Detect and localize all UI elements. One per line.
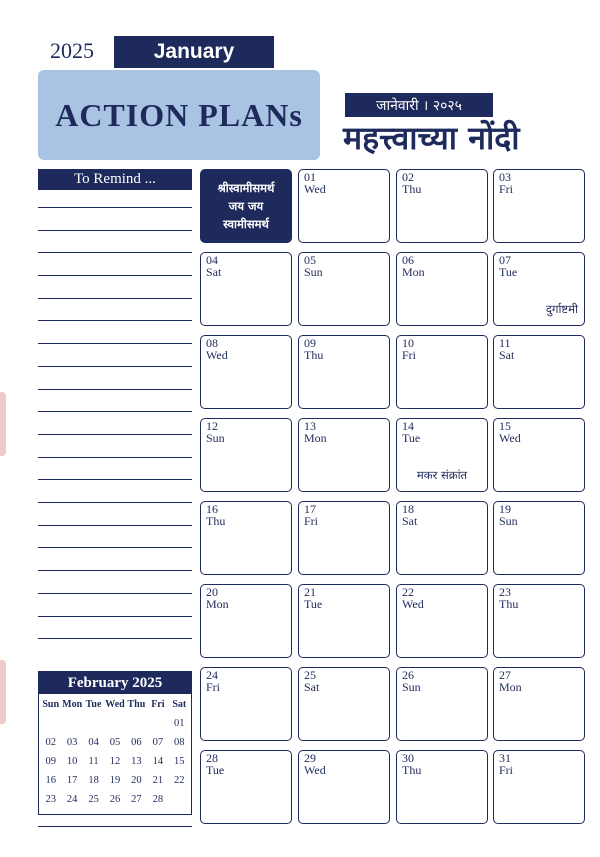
day-number: 05 bbox=[304, 253, 316, 267]
remind-rule-line bbox=[38, 366, 192, 367]
february-day: 26 bbox=[109, 794, 121, 805]
blessing-box bbox=[200, 169, 292, 243]
day-weekday: Sat bbox=[402, 514, 418, 528]
day-cell[interactable] bbox=[396, 252, 488, 326]
day-number: 09 bbox=[304, 336, 316, 350]
day-number: 21 bbox=[304, 585, 316, 599]
day-weekday: Wed bbox=[499, 431, 521, 445]
day-weekday: Sun bbox=[206, 431, 225, 445]
day-number: 14 bbox=[402, 419, 414, 433]
remind-rule-line bbox=[38, 593, 192, 594]
day-cell[interactable] bbox=[200, 418, 292, 492]
february-day: 24 bbox=[66, 794, 78, 805]
day-weekday: Sat bbox=[499, 348, 515, 362]
day-cell[interactable] bbox=[200, 584, 292, 658]
day-number: 19 bbox=[499, 502, 511, 516]
remind-rule-line bbox=[38, 525, 192, 526]
february-day: 15 bbox=[174, 756, 185, 767]
day-cell[interactable] bbox=[493, 501, 585, 575]
february-day: 10 bbox=[66, 756, 78, 767]
blessing-line: जय जय bbox=[228, 199, 264, 213]
february-day: 09 bbox=[45, 756, 56, 767]
day-number: 16 bbox=[206, 502, 218, 516]
day-cell[interactable] bbox=[493, 418, 585, 492]
remind-rule-line bbox=[38, 434, 192, 435]
february-day: 17 bbox=[66, 775, 78, 786]
day-weekday: Fri bbox=[499, 182, 514, 196]
remind-rule-line bbox=[38, 479, 192, 480]
day-weekday: Fri bbox=[402, 348, 417, 362]
day-number: 13 bbox=[304, 419, 316, 433]
day-weekday: Thu bbox=[304, 348, 324, 362]
remind-rule-line bbox=[38, 547, 192, 548]
day-number: 22 bbox=[402, 585, 414, 599]
day-number: 08 bbox=[206, 336, 218, 350]
day-event: दुर्गाष्टमी bbox=[545, 302, 578, 316]
february-day: 19 bbox=[109, 775, 121, 786]
day-cell[interactable] bbox=[493, 584, 585, 658]
day-weekday: Wed bbox=[304, 763, 326, 777]
day-weekday: Wed bbox=[402, 597, 424, 611]
remind-rule-line bbox=[38, 389, 192, 390]
february-day: 25 bbox=[88, 794, 99, 805]
day-cell[interactable] bbox=[493, 335, 585, 409]
day-cell[interactable] bbox=[298, 169, 390, 243]
february-day bbox=[83, 716, 104, 732]
day-weekday: Thu bbox=[402, 763, 422, 777]
day-weekday: Fri bbox=[304, 514, 319, 528]
february-weekday: Tue bbox=[85, 699, 102, 710]
day-number: 26 bbox=[402, 668, 414, 682]
february-weekday: Thu bbox=[127, 699, 146, 710]
day-cell[interactable] bbox=[200, 501, 292, 575]
day-cell[interactable] bbox=[298, 750, 390, 824]
day-number: 15 bbox=[499, 419, 511, 433]
remind-rule-line bbox=[38, 616, 192, 617]
day-cell[interactable] bbox=[298, 335, 390, 409]
february-day: 21 bbox=[152, 775, 164, 786]
february-day bbox=[104, 716, 125, 732]
day-cell[interactable] bbox=[200, 335, 292, 409]
february-title: February 2025 bbox=[39, 672, 191, 694]
marathi-title: महत्त्वाच्या नोंदी bbox=[343, 119, 520, 157]
day-weekday: Tue bbox=[206, 763, 225, 777]
day-weekday: Sun bbox=[499, 514, 518, 528]
day-number: 07 bbox=[499, 253, 511, 267]
february-day: 28 bbox=[152, 794, 164, 805]
remind-rule-line bbox=[38, 252, 192, 253]
remind-rule-line bbox=[38, 826, 192, 827]
february-day: 11 bbox=[88, 756, 99, 767]
day-cell[interactable] bbox=[396, 169, 488, 243]
year-label: 2025 bbox=[50, 38, 94, 63]
february-day: 16 bbox=[45, 775, 56, 786]
day-number: 03 bbox=[499, 170, 511, 184]
day-number: 18 bbox=[402, 502, 414, 516]
day-cell[interactable] bbox=[200, 252, 292, 326]
day-weekday: Wed bbox=[304, 182, 326, 196]
february-day: 08 bbox=[174, 737, 185, 748]
february-day: 05 bbox=[109, 737, 121, 748]
february-day: 07 bbox=[152, 737, 164, 748]
day-weekday: Mon bbox=[402, 265, 425, 279]
day-event: मकर संक्रांत bbox=[416, 468, 468, 482]
day-weekday: Tue bbox=[304, 597, 323, 611]
day-number: 31 bbox=[499, 751, 511, 765]
remind-rule-line bbox=[38, 502, 192, 503]
day-weekday: Sun bbox=[402, 680, 421, 694]
day-number: 02 bbox=[402, 170, 414, 184]
day-cell[interactable] bbox=[298, 501, 390, 575]
day-weekday: Wed bbox=[206, 348, 228, 362]
day-weekday: Tue bbox=[499, 265, 518, 279]
day-cell[interactable] bbox=[298, 418, 390, 492]
february-day: 12 bbox=[109, 756, 121, 767]
remind-rule-line bbox=[38, 343, 192, 344]
day-number: 29 bbox=[304, 751, 316, 765]
february-day: 18 bbox=[88, 775, 99, 786]
february-day: 20 bbox=[131, 775, 142, 786]
day-cell[interactable] bbox=[493, 252, 585, 326]
day-number: 30 bbox=[402, 751, 414, 765]
february-weekday: Mon bbox=[62, 699, 83, 710]
day-cell[interactable] bbox=[200, 667, 292, 741]
day-number: 24 bbox=[206, 668, 218, 682]
day-number: 25 bbox=[304, 668, 316, 682]
day-cell[interactable] bbox=[396, 584, 488, 658]
day-cell[interactable] bbox=[298, 584, 390, 658]
february-day: 01 bbox=[174, 718, 185, 729]
february-day: 13 bbox=[131, 756, 142, 767]
day-number: 04 bbox=[206, 253, 218, 267]
day-weekday: Tue bbox=[402, 431, 421, 445]
day-weekday: Thu bbox=[402, 182, 422, 196]
day-cell[interactable] bbox=[396, 418, 488, 492]
day-number: 27 bbox=[499, 668, 511, 682]
day-cell[interactable] bbox=[493, 750, 585, 824]
day-cell[interactable] bbox=[396, 501, 488, 575]
day-cell[interactable] bbox=[396, 667, 488, 741]
page-edge-tab bbox=[0, 392, 6, 456]
february-grid bbox=[39, 694, 191, 808]
day-weekday: Mon bbox=[304, 431, 327, 445]
remind-rule-line bbox=[38, 298, 192, 299]
day-number: 12 bbox=[206, 419, 218, 433]
day-cell[interactable] bbox=[493, 169, 585, 243]
february-day bbox=[126, 716, 147, 732]
february-weekday: Sun bbox=[42, 699, 60, 710]
day-number: 17 bbox=[304, 502, 316, 516]
page-edge-tab bbox=[0, 660, 6, 724]
day-weekday: Sat bbox=[206, 265, 222, 279]
day-cell[interactable] bbox=[396, 750, 488, 824]
remind-rule-line bbox=[38, 207, 192, 208]
day-weekday: Fri bbox=[206, 680, 221, 694]
february-day: 02 bbox=[45, 737, 56, 748]
remind-rule-line bbox=[38, 275, 192, 276]
february-day: 23 bbox=[45, 794, 56, 805]
day-weekday: Fri bbox=[499, 763, 514, 777]
marathi-month-banner: जानेवारी । २०२५ bbox=[345, 93, 493, 117]
day-number: 28 bbox=[206, 751, 218, 765]
february-day: 22 bbox=[174, 775, 185, 786]
day-number: 06 bbox=[402, 253, 414, 267]
day-cell[interactable] bbox=[298, 252, 390, 326]
day-number: 20 bbox=[206, 585, 218, 599]
remind-rule-line bbox=[38, 570, 192, 571]
month-banner: January bbox=[114, 36, 274, 68]
february-day: 14 bbox=[152, 756, 164, 767]
february-weekday: Wed bbox=[105, 699, 125, 710]
day-cell[interactable] bbox=[298, 667, 390, 741]
day-weekday: Sun bbox=[304, 265, 323, 279]
remind-rule-line bbox=[38, 230, 192, 231]
day-number: 23 bbox=[499, 585, 511, 599]
day-number: 11 bbox=[499, 336, 511, 350]
day-number: 10 bbox=[402, 336, 414, 350]
remind-rule-line bbox=[38, 638, 192, 639]
day-cell[interactable] bbox=[493, 667, 585, 741]
remind-rule-line bbox=[38, 320, 192, 321]
remind-rule-line bbox=[38, 457, 192, 458]
february-day: 04 bbox=[88, 737, 99, 748]
day-weekday: Mon bbox=[206, 597, 229, 611]
february-weekday: Sat bbox=[172, 699, 187, 710]
february-mini-calendar bbox=[38, 671, 192, 815]
day-cell[interactable] bbox=[396, 335, 488, 409]
february-day bbox=[61, 716, 82, 732]
blessing-line: स्वामीसमर्थ bbox=[223, 217, 269, 231]
february-day bbox=[40, 716, 61, 732]
day-weekday: Thu bbox=[499, 597, 519, 611]
february-day: 06 bbox=[131, 737, 142, 748]
february-day bbox=[147, 716, 168, 732]
remind-rule-line bbox=[38, 411, 192, 412]
february-day bbox=[169, 792, 190, 808]
day-weekday: Mon bbox=[499, 680, 522, 694]
day-weekday: Thu bbox=[206, 514, 226, 528]
day-weekday: Sat bbox=[304, 680, 320, 694]
action-plans-title: ACTION PLANs bbox=[38, 70, 320, 160]
february-day: 03 bbox=[66, 737, 78, 748]
to-remind-header: To Remind ... bbox=[38, 169, 192, 190]
february-day: 27 bbox=[131, 794, 142, 805]
february-weekday: Fri bbox=[151, 699, 165, 710]
blessing-line: श्रीस्वामीसमर्थ bbox=[217, 181, 275, 195]
day-cell[interactable] bbox=[200, 750, 292, 824]
day-number: 01 bbox=[304, 170, 316, 184]
